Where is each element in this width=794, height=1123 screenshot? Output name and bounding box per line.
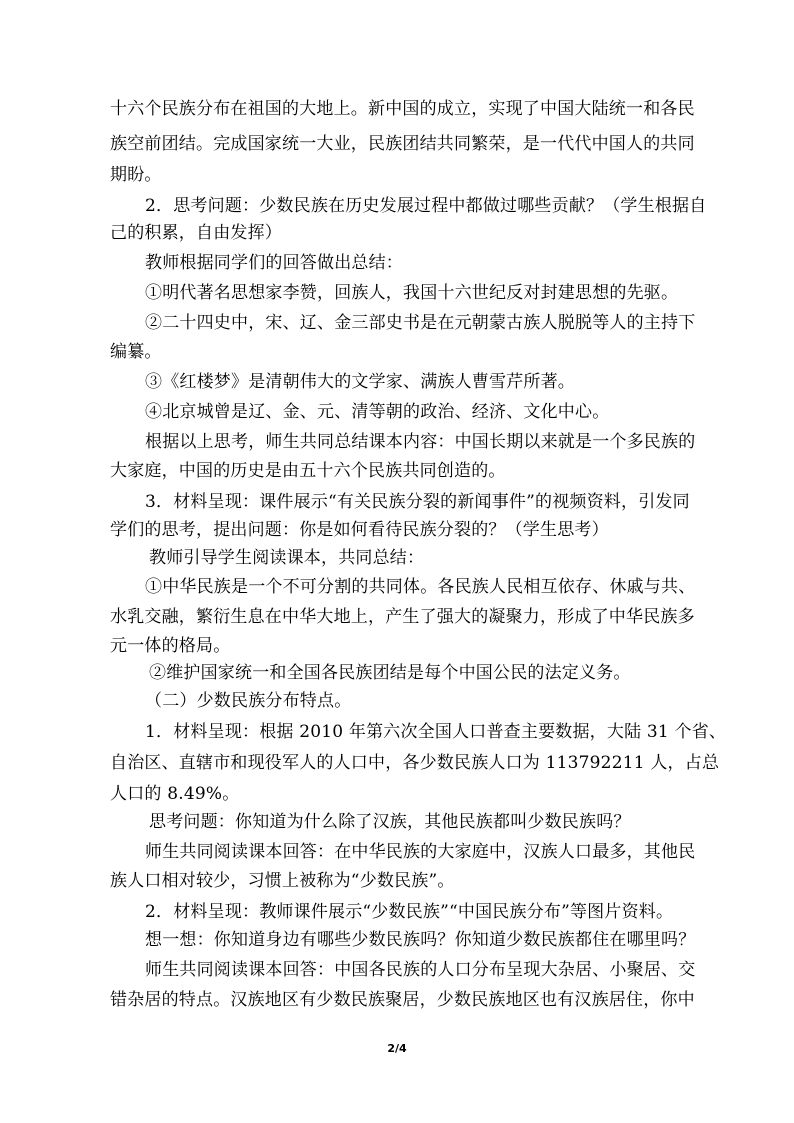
text-line: ②二十四史中，宋、辽、金三部史书是在元朝蒙古族人脱脱等人的主持下 [145,313,696,333]
text-line: 错杂居的特点。汉族地区有少数民族聚居，少数民族地区也有汉族居住，你中 [110,990,695,1010]
text-line: 大家庭，中国的历史是由五十六个民族共同创造的。 [110,461,506,481]
text-line: ②维护国家统一和全国各民族团结是每个中国公民的法定义务。 [149,663,631,683]
page-number: 2/4 [387,1042,407,1055]
text-line: ①中华民族是一个不可分割的共同体。各民族人民相互依存、休戚与共、 [145,577,696,597]
text-line: 2．思考问题：少数民族在历史发展过程中都做过哪些贡献？（学生根据自 [145,196,707,216]
text-line: 族人口相对较少，习惯上被称为“少数民族”。 [110,871,455,891]
text-line: 元一体的格局。 [110,636,231,656]
text-line: 师生共同阅读课本回答：在中华民族的大家庭中，汉族人口最多，其他民 [145,842,696,862]
text-line: 编纂。 [110,342,162,362]
text-line: 根据以上思考，师生共同总结课本内容：中国长期以来就是一个多民族的 [145,432,696,452]
text-line: 学们的思考，提出问题：你是如何看待民族分裂的？（学生思考） [110,520,609,540]
text-line: 己的积累，自由发挥） [110,223,282,243]
text-line: 自治区、直辖市和现役军人的人口中，各少数民族人口为 113792211 人，占总 [110,753,720,773]
text-line: 人口的 8.49%。 [110,784,240,804]
text-line: 思考问题：你知道为什么除了汉族，其他民族都叫少数民族吗？ [149,812,631,832]
text-line: （二）少数民族分布特点。 [145,691,352,711]
text-line: 1．材料呈现：根据 2010 年第六次全国人口普查主要数据，大陆 31 个省、 [145,722,727,742]
text-line: 十六个民族分布在祖国的大地上。新中国的成立，实现了中国大陆统一和各民 [110,99,695,119]
text-line: 期盼。 [110,165,162,185]
text-line: 师生共同阅读课本回答：中国各民族的人口分布呈现大杂居、小聚居、交 [145,960,696,980]
text-line: ③《红楼梦》是清朝伟大的文学家、满族人曹雪芹所著。 [145,372,575,392]
text-line: ④北京城曾是辽、金、元、清等朝的政治、经济、文化中心。 [145,402,610,422]
text-line: 族空前团结。完成国家统一大业，民族团结共同繁荣，是一代代中国人的共同 [110,134,695,154]
text-line: 想一想：你知道身边有哪些少数民族吗？你知道少数民族都住在哪里吗？ [145,930,696,950]
text-line: 教师引导学生阅读课本，共同总结： [149,548,425,568]
text-line: ①明代著名思想家李赞，回族人，我国十六世纪反对封建思想的先驱。 [145,283,679,303]
text-line: 水乳交融，繁衍生息在中华大地上，产生了强大的凝聚力，形成了中华民族多 [110,607,695,627]
text-line: 3．材料呈现：课件展示“有关民族分裂的新闻事件”的视频资料，引发同 [145,492,690,512]
text-line: 教师根据同学们的回答做出总结： [145,253,403,273]
text-line: 2．材料呈现：教师课件展示“少数民族”“中国民族分布”等图片资料。 [145,902,674,922]
